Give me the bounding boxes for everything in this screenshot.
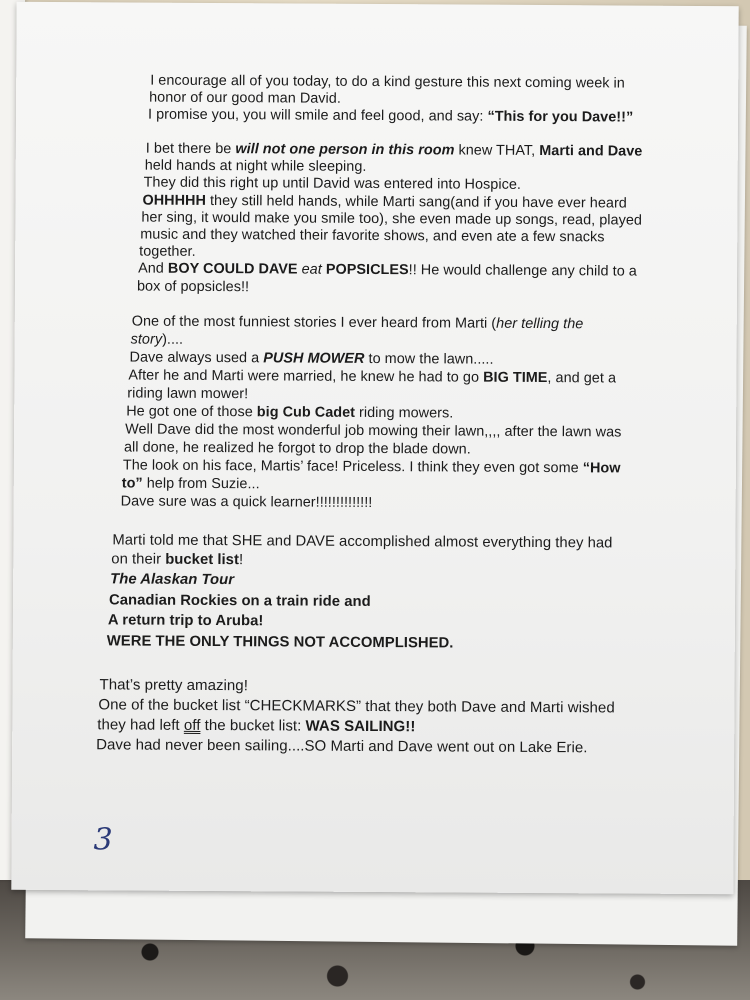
text-line: box of popsicles!! — [136, 278, 250, 296]
text-line: her sing, it would make you smile too), she even made up songs, read, played — [141, 209, 643, 229]
text-run: And — [138, 260, 168, 277]
text-line — [126, 403, 453, 422]
text-run-bold: OHHHHH — [142, 192, 207, 209]
text-run: riding mowers. — [354, 404, 454, 422]
text-run-bold: WAS SAILING!! — [305, 717, 416, 736]
text-run: knew THAT, — [454, 142, 540, 159]
text-line — [131, 332, 184, 349]
text-run-italic: eat — [301, 261, 322, 278]
text-line — [123, 457, 621, 477]
text-line — [129, 349, 493, 368]
text-line — [132, 314, 584, 334]
text-line: riding lawn mower! — [127, 385, 249, 403]
text-run: After he and Marti were married, he knew he had to go — [128, 367, 484, 386]
text-run-bold-italic: PUSH MOWER — [263, 350, 365, 367]
text-run-bold: POPSICLES — [321, 261, 409, 279]
text-line: music and they watched their favorite shows, and even ate a few snacks — [140, 226, 605, 246]
text-run: ! — [238, 552, 244, 569]
text-line: They did this right up until David was entered into Hospice. — [143, 174, 522, 193]
text-line: That’s pretty amazing! — [99, 676, 248, 695]
text-run: One of the most funniest stories I ever heard from Marti ( — [131, 313, 497, 332]
text-run-bold: “How — [582, 460, 621, 477]
handwritten-page-number: 3 — [93, 822, 113, 858]
text-run-bold: to” — [121, 475, 143, 492]
text-run-bold-italic: will not one person in this room — [235, 141, 455, 159]
text-run: He got one of those — [126, 403, 257, 421]
text-run: I promise you, you will smile and feel good, and say: — [147, 106, 488, 125]
text-run: the bucket list: — [200, 716, 306, 735]
text-run: !! He would challenge any child to a — [408, 262, 637, 280]
text-line: all done, he realized he forgot to drop the blade down. — [123, 439, 471, 458]
text-line: together. — [139, 243, 196, 260]
text-line: Dave had never been sailing....SO Marti and Dave went out on Lake Erie. — [96, 736, 588, 757]
text-run-underlined: off — [183, 716, 201, 734]
text-line — [122, 475, 260, 493]
text-run-bold: BOY COULD DAVE — [167, 260, 302, 278]
text-run: I bet there be — [145, 140, 236, 158]
text-line: Dave sure was a quick learner!!!!!!!!!!!!!! — [120, 493, 373, 511]
text-run: ).... — [162, 331, 184, 348]
text-line-bold: Canadian Rockies on a train ride and — [109, 592, 371, 610]
text-run-bold: “This for you Dave!!” — [487, 108, 634, 126]
text-line: I encourage all of you today, to do a kind gesture this next coming week in — [150, 72, 625, 92]
text-line: honor of our good man David. — [149, 89, 341, 107]
text-run: The look on his face, Martis’ face! Priceless. I think they even got some — [122, 457, 583, 477]
text-run: they still held hands, while Marti sang(and if you have ever heard — [205, 192, 627, 212]
text-run-bold: BIG TIME — [483, 369, 548, 387]
text-line — [128, 367, 616, 387]
text-line-bold-italic: The Alaskan Tour — [110, 571, 235, 589]
text-line — [111, 551, 243, 569]
document-page — [11, 2, 738, 894]
text-run: Dave always used a — [129, 349, 264, 367]
text-line — [138, 261, 637, 281]
text-run: they had left — [97, 716, 184, 734]
text-line-bold: A return trip to Aruba! — [107, 612, 264, 630]
text-line — [97, 716, 415, 735]
text-run-bold: bucket list — [165, 551, 240, 569]
text-run: to mow the lawn..... — [364, 350, 494, 368]
text-line — [148, 107, 633, 127]
text-run-italic: story — [130, 331, 163, 348]
text-run: help from Suzie... — [142, 475, 260, 493]
text-run-bold: Marti and Dave — [539, 142, 643, 160]
text-run: , and get a — [547, 370, 617, 387]
text-line-bold: WERE THE ONLY THINGS NOT ACCOMPLISHED. — [106, 633, 454, 652]
text-line: Marti told me that SHE and DAVE accomplished almost everything they had — [112, 532, 613, 552]
text-run-italic: her telling the — [496, 315, 584, 333]
text-run-bold: big Cub Cadet — [256, 404, 356, 421]
text-line: held hands at night while sleeping. — [144, 157, 367, 175]
text-run: on their — [111, 551, 166, 568]
text-line: Well Dave did the most wonderful job mowing their lawn,,,, after the lawn was — [125, 421, 622, 441]
text-line: One of the bucket list “CHECKMARKS” that they both Dave and Marti wished — [98, 696, 615, 717]
